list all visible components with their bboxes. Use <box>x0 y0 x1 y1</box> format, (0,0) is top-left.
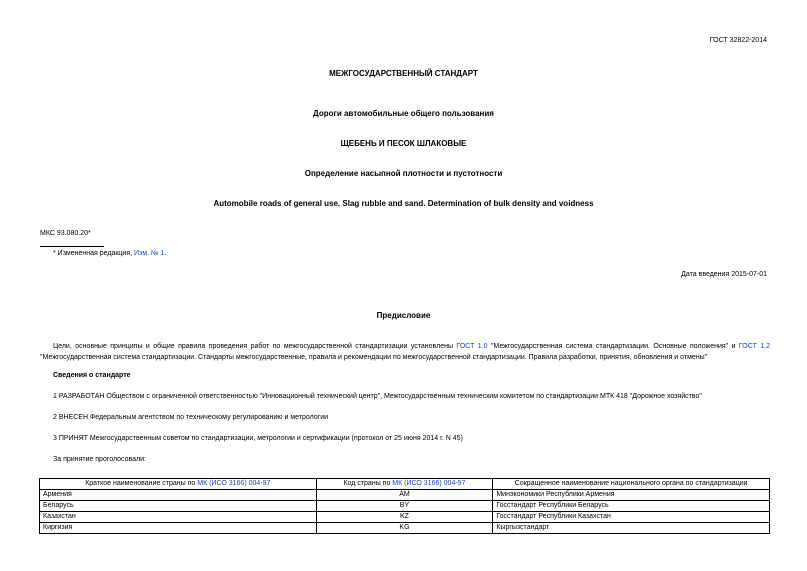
table-row <box>40 490 770 501</box>
standard-subtitle: Определение насыпной плотности и пустотности <box>304 169 503 178</box>
info-item-3: 3 ПРИНЯТ Межгосударственным советом по стандартизации, метрологии и сертификации (протокол от 25 июня 2014 г. N 45) <box>53 435 463 442</box>
standard-subject: Дороги автомобильные общего пользования <box>313 109 494 118</box>
footnote-text: * Измененная редакция, <box>53 250 135 257</box>
table-row <box>40 523 770 534</box>
mks-code: МКС 93.080.20* <box>40 230 91 237</box>
foreword-text-1: Цели, основные принципы и общие правила проведения работ по межгосударственной стандартизации установлены <box>53 343 457 350</box>
col-country-name-header <box>40 479 317 490</box>
country-cell: Армения <box>40 490 317 501</box>
introduction-date: Дата введения 2015-07-01 <box>681 271 767 278</box>
standard-type-heading: МЕЖГОСУДАРСТВЕННЫЙ СТАНДАРТ <box>329 69 478 78</box>
code-cell: BY <box>316 501 493 512</box>
gost-1-2-link[interactable]: ГОСТ 1.2 <box>738 343 770 350</box>
code-cell: AM <box>316 490 493 501</box>
english-title: Automobile roads of general use. Slag rubble and sand. Determination of bulk density and voidness <box>213 199 594 208</box>
foreword-text-3: "Межгосударственная система стандартизации. Стандарты межгосударственные, правила и рекомендации по межгосударственной стандартизации. Правила разработки, принятия, обновления и отмены" <box>40 354 708 361</box>
footnote-end: . <box>164 250 167 257</box>
standard-name: ЩЕБЕНЬ И ПЕСОК ШЛАКОВЫЕ <box>340 139 467 148</box>
body-cell: Госстандарт Республики Беларусь <box>493 501 770 512</box>
standard-info-heading: Сведения о стандарте <box>53 372 131 379</box>
col-country-name-text: Краткое наименование страны по <box>85 480 198 487</box>
table-header-row <box>40 479 770 490</box>
country-cell: Киргизия <box>40 523 317 534</box>
foreword-heading: Предисловие <box>376 311 431 320</box>
table-row <box>40 501 770 512</box>
footnote <box>53 250 166 257</box>
mk-iso-link-1[interactable]: МК (ИСО 3166) 004-97 <box>197 480 271 487</box>
table-row <box>40 512 770 523</box>
col-country-code-text: Код страны по <box>343 480 393 487</box>
foreword-text-2: "Межгосударственная система стандартизации. Основные положения" и <box>487 343 739 350</box>
info-item-2: 2 ВНЕСЕН Федеральным агентством по техническому регулированию и метрологии <box>53 414 329 421</box>
col-country-code-header <box>316 479 493 490</box>
info-item-1: 1 РАЗРАБОТАН Обществом с ограниченной ответственностью "Инновационный технический центр", Межгосударственным техническим комитетом по стандартизации МТК 418 "Дорожное хозяйство" <box>53 393 702 400</box>
gost-1-0-link[interactable]: ГОСТ 1.0 <box>456 343 488 350</box>
document-number: ГОСТ 32822-2014 <box>709 37 767 44</box>
code-cell: KZ <box>316 512 493 523</box>
code-cell: KG <box>316 523 493 534</box>
body-cell: Госстандарт Республики Казахстан <box>493 512 770 523</box>
country-cell: Беларусь <box>40 501 317 512</box>
col-national-body-header: Сокращенное наименование национального органа по стандартизации <box>493 479 770 490</box>
mk-iso-link-2[interactable]: МК (ИСО 3166) 004-97 <box>392 480 466 487</box>
amendment-link[interactable]: Изм. № 1 <box>134 250 165 257</box>
footnote-divider <box>40 246 104 247</box>
body-cell: Кыргызстандарт <box>493 523 770 534</box>
foreword-paragraph <box>40 341 770 363</box>
country-cell: Казахстан <box>40 512 317 523</box>
countries-table <box>39 478 770 534</box>
body-cell: Минэкономики Республики Армения <box>493 490 770 501</box>
voted-label: За принятие проголосовали: <box>53 456 146 463</box>
